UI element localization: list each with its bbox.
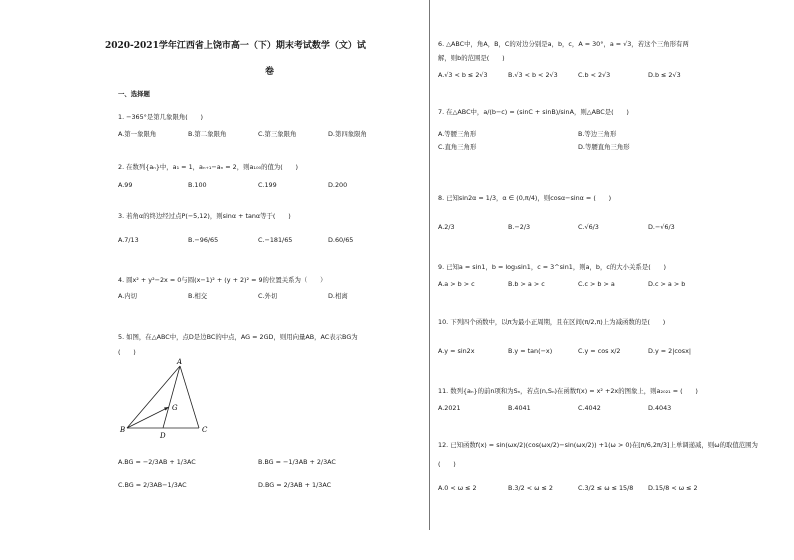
q4-option-d: D.相离 — [328, 292, 348, 300]
q8-option-a: A.2/3 — [438, 223, 455, 231]
q4-option-a: A.内切 — [118, 292, 138, 300]
right-column — [432, 0, 794, 560]
question-2: 2. 在数列{aₙ}中，a₁ = 1，aₙ₊₁−aₙ = 2，则a₁₀₀的值为( ) — [118, 163, 299, 171]
q10-option-c: C.y = cos x/2 — [578, 347, 621, 355]
q5-option-b: B.BG = −1/3AB + 2/3AC — [258, 458, 336, 466]
side-ac — [180, 366, 199, 428]
q5-option-c: C.BG = 2/3AB−1/3AC — [118, 481, 187, 489]
question-6-cont: 解，则b的范围是( ) — [438, 54, 505, 62]
q12-option-b: B.3/2 < ω ≤ 2 — [508, 484, 553, 492]
q7-option-d: D.等腰直角三角形 — [578, 143, 630, 151]
exam-title: 2020-2021学年江西省上饶市高一（下）期末考试数学（文）试 — [105, 41, 366, 51]
question-5-paren: ( ) — [118, 348, 136, 356]
q7-option-c: C.直角三角形 — [438, 143, 477, 151]
q8-option-c: C.√6/3 — [578, 223, 599, 231]
q6-option-c: C.b < 2√3 — [578, 71, 611, 79]
q8-option-b: B.−2/3 — [508, 223, 531, 231]
q11-option-c: C.4042 — [578, 404, 601, 412]
label-c: C — [202, 426, 208, 434]
question-8: 8. 已知sin2α = 1/3，α ∈ (0,π/4)，则cosα−sinα = ( ) — [438, 194, 612, 202]
label-g: G — [172, 404, 178, 412]
question-4: 4. 圆x² + y²−2x = 0与圆(x−1)² + (y + 2)² = 9的位置关系为（ ） — [118, 276, 327, 284]
question-6: 6. △ABC中，角A，B，C的对边分别是a，b，c，A = 30°，a = √3，若这个三角形有两 — [438, 40, 689, 48]
q2-option-c: C.199 — [258, 181, 277, 189]
q5-option-a: A.BG = −2/3AB + 1/3AC — [118, 458, 196, 466]
median-ad — [163, 366, 180, 428]
q6-option-a: A.√3 < b ≤ 2√3 — [438, 71, 488, 79]
q2-option-a: A.99 — [118, 181, 133, 189]
question-7: 7. 在△ABC中，a/(b−c) = (sinC + sinB)/sinA，则△ABC是( ) — [438, 108, 629, 116]
q12-option-a: A.0 < ω ≤ 2 — [438, 484, 477, 492]
q3-option-a: A.7/13 — [118, 236, 139, 244]
question-11: 11. 数列{aₙ}的前n项和为Sₙ，若点(n,Sₙ)在函数f(x) = x² +2x的图象上，则a₂₀₂₁ = ( ) — [438, 387, 698, 395]
question-12: 12. 已知函数f(x) = sin(ωx/2)(cos(ωx/2)−sin(ωx/2)) +1(ω > 0)在[π/6,2π/3]上单调递减，则ω的取值范围为 — [438, 441, 758, 449]
exam-title-cont: 卷 — [265, 67, 275, 77]
q6-option-b: B.√3 < b < 2√3 — [508, 71, 558, 79]
q3-option-d: D.60/65 — [328, 236, 354, 244]
q1-option-a: A.第一象限角 — [118, 130, 157, 138]
q11-option-b: B.4041 — [508, 404, 531, 412]
q10-option-a: A.y = sin2x — [438, 347, 475, 355]
q1-option-d: D.第四象限角 — [328, 130, 367, 138]
q9-option-d: D.c > a > b — [648, 280, 686, 288]
q8-option-d: D.−√6/3 — [648, 223, 675, 231]
segment-bg — [127, 407, 169, 428]
q11-option-d: D.4043 — [648, 404, 672, 412]
q12-option-d: D.15/8 < ω ≤ 2 — [648, 484, 698, 492]
q9-option-a: A.a > b > c — [438, 280, 475, 288]
q2-option-b: B.100 — [188, 181, 207, 189]
q5-option-d: D.BG = 2/3AB + 1/3AC — [258, 481, 332, 489]
q1-option-b: B.第二象限角 — [188, 130, 227, 138]
label-a: A — [177, 358, 183, 366]
side-ab — [127, 366, 180, 428]
q9-option-b: B.b > a > c — [508, 280, 545, 288]
q3-option-c: C.−181/65 — [258, 236, 293, 244]
q12-option-c: C.3/2 ≤ ω ≤ 15/8 — [578, 484, 634, 492]
q2-option-d: D.200 — [328, 181, 348, 189]
question-10: 10. 下列四个函数中，以π为最小正周期，且在区间(π/2,π)上为减函数的是( ) — [438, 318, 666, 326]
q10-option-d: D.y = 2|cosx| — [648, 347, 692, 355]
question-3: 3. 若角α的终边经过点P(−5,12)，则sinα + tanα等于( ) — [118, 212, 291, 220]
q7-option-b: B.等边三角形 — [578, 130, 617, 138]
q4-option-b: B.相交 — [188, 292, 208, 300]
q10-option-b: B.y = tan(−x) — [508, 347, 553, 355]
question-9: 9. 已知a = sin1，b = log₃sin1，c = 3^sin1，则a，b，c的大小关系是( ) — [438, 263, 666, 271]
section-heading: 一、选择题 — [118, 90, 150, 98]
triangle-figure — [118, 358, 218, 443]
q4-option-c: C.外切 — [258, 292, 278, 300]
question-12-paren: ( ) — [438, 460, 456, 468]
column-divider — [429, 0, 430, 530]
q6-option-d: D.b ≤ 2√3 — [648, 71, 681, 79]
label-d: D — [160, 432, 166, 440]
label-b: B — [120, 426, 126, 434]
q11-option-a: A.2021 — [438, 404, 461, 412]
q9-option-c: C.c > b > a — [578, 280, 615, 288]
question-5: 5. 如图，在△ABC中，点D是边BC的中点，AG = 2GD，则用向量AB，AC表示BG为 — [118, 333, 358, 341]
q7-option-a: A.等腰三角形 — [438, 130, 477, 138]
q1-option-c: C.第三象限角 — [258, 130, 297, 138]
question-1: 1. −365°是第几象限角( ) — [118, 113, 203, 121]
q3-option-b: B.−96/65 — [188, 236, 219, 244]
